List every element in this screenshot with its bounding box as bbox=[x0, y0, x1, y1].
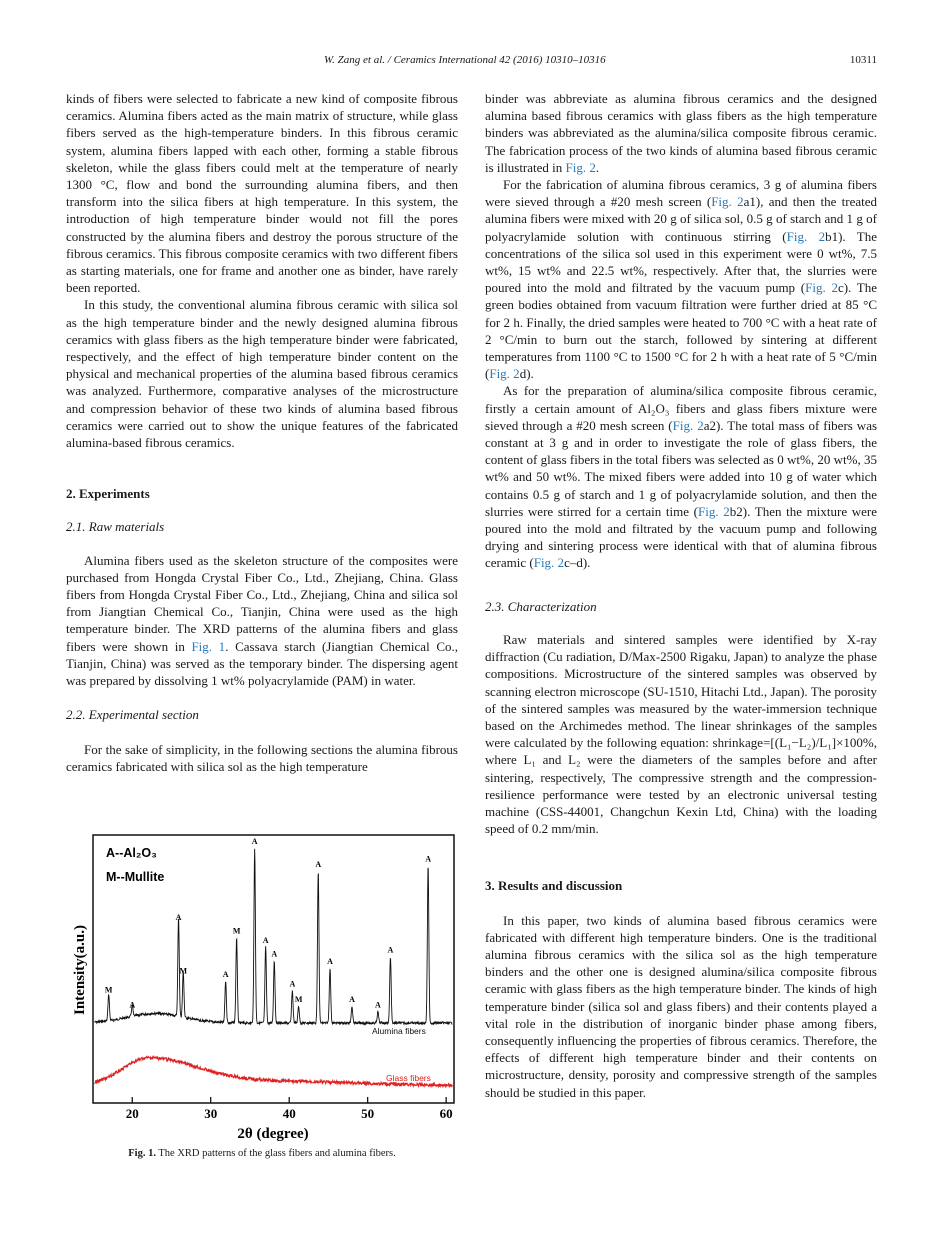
peak-label: A bbox=[374, 1000, 381, 1010]
page-number: 10311 bbox=[849, 54, 877, 66]
journal-citation: W. Zang et al. / Ceramics International 42 (2016) 10310–10316 bbox=[324, 54, 606, 66]
subsection-heading-experimental: 2.2. Experimental section bbox=[66, 707, 199, 723]
study-paragraph: In this study, the conventional alumina fibrous ceramic with silica sol as the high temperature binder and the newly designed alumina fibrous ceramics with glass fibers as the high temperature binder were fabricated, respectively, and the effect of high temperature binder content on the physical and mechanical properties of the alumina based fibrous ceramics was analyzed. Furthermore, comparative analyses of the microstructure and compression behavior of these two kinds of alumina based fibrous ceramics were carried out to show the unique features of the fabricated alumina-based fibrous ceramics. bbox=[66, 297, 458, 451]
glass-fibers-label: Glass fibers bbox=[386, 1073, 431, 1083]
fig2-link[interactable]: Fig. 2 bbox=[786, 228, 826, 244]
fig2-link[interactable]: Fig. 2 bbox=[711, 194, 744, 210]
peak-label: A bbox=[387, 945, 394, 955]
figure-1 bbox=[66, 830, 458, 1165]
subsection-heading-raw-materials: 2.1. Raw materials bbox=[66, 519, 165, 535]
x-tick-label: 40 bbox=[282, 1106, 296, 1121]
experimental-paragraph: For the sake of simplicity, in the following sections the alumina fibrous ceramics fabricated with silica sol as the high temperature bbox=[66, 741, 458, 774]
peak-label: A bbox=[289, 979, 296, 989]
peak-label: A bbox=[175, 913, 182, 923]
results-paragraph: In this paper, two kinds of alumina based fibrous ceramics were fabricated with different high temperature binders. One is the traditional alumina fibrous ceramics with the silica sol as the high temperature binders and the other one is designed alumina/silica composite fibrous ceramic with glass fibers as the high temperature binder. The kinds of high temperature binder (silica sol and glass fibers) and their contents played a vital role in the distribution of inorganic binder phase among fibers, consequently influencing the properties of fibrous ceramics. Therefore, the effects of different high temperature binder and their contents on microstructure, density, porosity and compressive strength of the samples should be studied in this paper. bbox=[485, 912, 877, 1100]
left-column bbox=[66, 90, 458, 775]
running-header bbox=[0, 54, 925, 70]
peak-label: M bbox=[104, 985, 113, 995]
figure-caption: Fig. 1. The XRD patterns of the glass fibers and alumina fibers. bbox=[128, 1148, 396, 1159]
x-tick-label: 20 bbox=[125, 1106, 139, 1121]
fig2-link[interactable]: Fig. 2 bbox=[489, 366, 520, 382]
composite-paragraph: As for the preparation of alumina/silica composite fibrous ceramic, firstly a certain amount of Al₂O₃ fibers and glass fibers mixture were sieved through a #20 mesh screen (Fig. 2a2). The total mass of fibers was constant at 3 g and in order to investigate the role of glass fibers, the content of glass fibers in the total fibers was selected as 0 wt%, 20 wt%, 35 wt% and 50 wt%. The mixed fibers were added into 10 g of water which contains 0.5 g of starch and 1 g of polyacrylamide solution, and then the slurries were stirred for a certain time (Fig. 2b2). Then the mixture were poured into the mold and filtrated by the vacuum pump and following drying and sintering process were identical with that of alumina fibrous ceramic (Fig. 2c–d). bbox=[485, 383, 878, 571]
fig2-link[interactable]: Fig. 2 bbox=[672, 417, 704, 433]
peak-label: A bbox=[349, 994, 355, 1004]
peak-label: A bbox=[222, 970, 229, 980]
section-heading-results: 3. Results and discussion bbox=[485, 878, 623, 894]
peak-labels bbox=[105, 837, 431, 1009]
binder-paragraph: binder was abbreviate as alumina fibrous ceramics and the designed alumina based fibrous ceramics with glass fibers as the high temperature binders was abbreviated as the alumina/silica composite fibrous ceramic. The fabrication process of the two kinds of alumina based fibrous ceramic is illustrated in Fig. 2. bbox=[485, 91, 877, 175]
peak-label: A bbox=[425, 854, 431, 864]
right-column bbox=[485, 90, 877, 1101]
peak-label: A bbox=[327, 956, 333, 966]
peak-label: A bbox=[251, 837, 258, 847]
intro-paragraph-continued: kinds of fibers were selected to fabricate a new kind of composite fibrous ceramics. Alumina fibers acted as the main matrix of structure, while glass fibers served as the high-temperature binders. In this fibrous ceramic system, alumina fibers lapped with each other, forming a stable fibrous skeleton, while the glass fibers could melt at the temperature of nearly 1300 °C, flow and bond the surrounding alumina fibers, and then transform into the silica fibers at high temperature. In this system, the introduction of high temperature binder would not fill the pores constructed by the alumina fibers and destroy the porous structure of the fibrous ceramics. This fibrous composite ceramics with two different fibers as starting materials, one for frame and another one as binder, have rarely been reported. bbox=[66, 91, 458, 296]
x-tick-label: 50 bbox=[361, 1106, 375, 1121]
y-axis-label: Intensity(a.u.) bbox=[72, 924, 88, 1016]
peak-label: A bbox=[262, 936, 269, 945]
x-tick-label: 30 bbox=[204, 1106, 218, 1121]
x-axis-label: 2θ (degree) bbox=[237, 1126, 309, 1142]
legend-mullite-phase: M--Mullite bbox=[106, 870, 165, 884]
peak-label: M bbox=[294, 994, 303, 1004]
section-heading-experiments: 2. Experiments bbox=[66, 486, 150, 502]
fabrication-paragraph: For the fabrication of alumina fibrous ceramics, 3 g of alumina fibers were sieved through a #20 mesh screen (Fig. 2a1), and then the treated alumina fibers were mixed with 20 g of silica sol, 0.5 g of starch and 1 g of polyacrylamide solution with continuous stirring (Fig. 2b1). The concentrations of the silica sol used in this experiment were 0 wt%, 7.5 wt%, 15 wt% and 22.5 wt%, respectively. After that, the slurries were poured into the mold and filtrated by the vacuum pump (Fig. 2c). The green bodies obtained from vacuum filtration were further dried at 85 °C for 2 h. Finally, the dried samples were heated to 700 °C with a heat rate of 2 °C/min to burn out the starch, followed by sintering at different temperatures from 1100 °C to 1500 °C for 2 h with a heat rate of 5 °C/min (Fig. 2d). bbox=[485, 177, 878, 382]
characterization-paragraph: Raw materials and sintered samples were identified by X-ray diffraction (Cu radiation, D/Max-2500 Rigaku, Japan) to analyze the phase compositions. Microstructure of the sintered samples was observed by scanning electron microscope (SU-1510, Hitachi Ltd., Japan). The porosity of the sintered samples was measured by the water-immersion technique based on the Archimedes method. The linear shrinkages of the samples were calculated by the following equation: shrinkage=[(L₁−L₂)/L₁]×100%, where L₁ and L₂ were the diameters of the samples before and after sintering, respectively, The compressive strength and the compression-resilience performance were tested by an electronic universal testing machine (CSS-44001, Changchun Kexin Ltd, China) with the loading speed of 0.2 mm/min. bbox=[485, 631, 877, 837]
peak-label: M bbox=[179, 966, 188, 976]
peak-label: A bbox=[271, 949, 278, 959]
fig1-link[interactable]: Fig. 1 bbox=[191, 638, 226, 654]
fig2-link[interactable]: Fig. 2 bbox=[533, 555, 565, 571]
x-axis-ticks bbox=[126, 1097, 453, 1121]
fig2-link[interactable]: Fig. 2 bbox=[805, 280, 838, 296]
peak-label: M bbox=[232, 926, 241, 936]
xrd-chart bbox=[66, 830, 458, 1145]
alumina-fibers-label: Alumina fibers bbox=[372, 1026, 426, 1036]
peak-label: A bbox=[129, 1000, 136, 1010]
fig2-link[interactable]: Fig. 2 bbox=[565, 159, 596, 175]
x-tick-label: 60 bbox=[439, 1106, 453, 1121]
legend-alumina-phase: A--Al₂O₃ bbox=[106, 846, 157, 860]
fig2-link[interactable]: Fig. 2 bbox=[698, 503, 730, 519]
raw-materials-paragraph: Alumina fibers used as the skeleton structure of the composites were purchased from Hongda Crystal Fiber Co., Ltd., Zhejiang, China. Glass fibers from Hongda Crystal Fiber Co., Ltd., Zhejiang, China and silica sol from Jiangtian Chemical Co., Tianjin, China were used as the high temperature binder. The XRD patterns of the alumina fibers and glass fibers were shown in Fig. 1. Cassava starch (Jiangtian Chemical Co., Tianjin, China) was served as the temporary binder. The dispersing agent was prepared by dissolving 1 wt% polyacrylamide (PAM) in water. bbox=[66, 552, 458, 689]
subsection-heading-characterization: 2.3. Characterization bbox=[485, 598, 597, 614]
peak-label: A bbox=[315, 860, 322, 869]
